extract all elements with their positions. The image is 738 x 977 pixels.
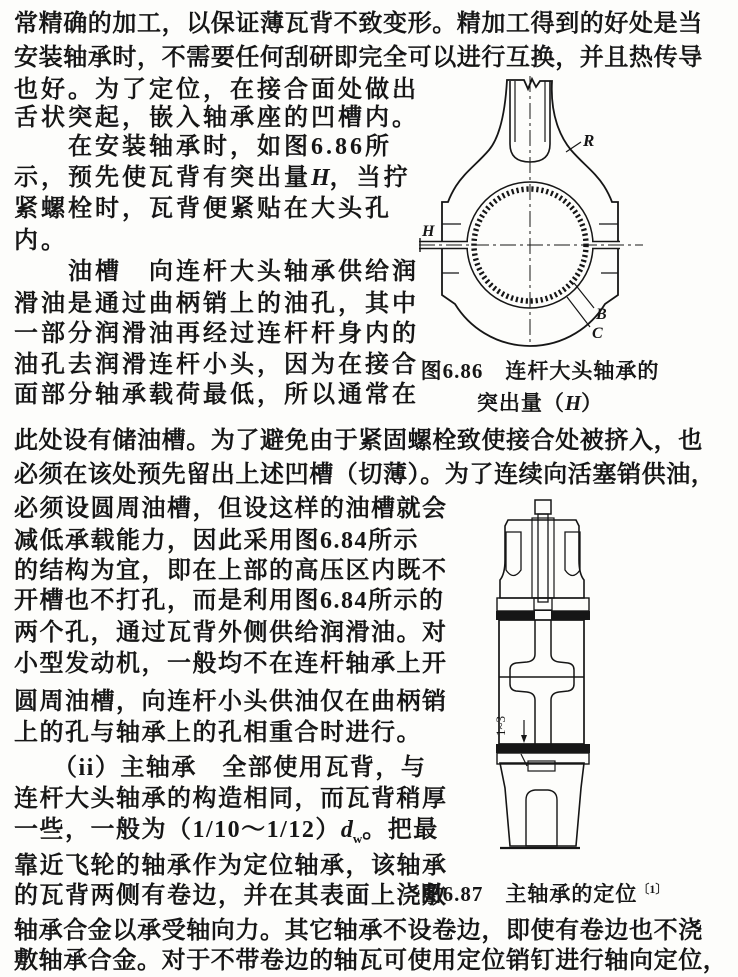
text-line-14: 此处设有储油槽。为了避免由于紧固螺栓致使接合处被挤入，也 <box>14 428 703 454</box>
text-line-02: 安装轴承时，不需要任何刮研即完全可以进行互换，并且热传导 <box>14 45 703 71</box>
caption-segment: 突出量（ <box>476 391 565 415</box>
text-line-15: 必须在该处预先留出上述凹槽（切薄）。为了连续向活塞销供油， <box>14 462 716 488</box>
text-segment: 向连杆大头轴承供给润 <box>122 259 419 285</box>
figure-687-main-bearing-location-diagram <box>488 498 598 858</box>
text-line-06 <box>14 164 411 192</box>
label-B: B <box>596 306 607 323</box>
text-line-29: 轴承合金以承受轴向力。其它轴承不设卷边，即使有卷边也不浇 <box>14 918 703 944</box>
text-line-08: 内。 <box>14 228 68 254</box>
text-segment: 。把最 <box>362 817 439 843</box>
text-line-19: 开槽也不打孔，而是利用图6.84所示的 <box>14 588 445 614</box>
text-line-25: 连杆大头轴承的构造相同，而瓦背稍厚 <box>14 786 448 812</box>
text-line-20: 两个孔，通过瓦背外侧供给润滑油。对 <box>14 620 448 646</box>
text-line-01: 常精确的加工，以保证薄瓦背不致变形。精加工得到的好处是当 <box>14 11 703 37</box>
figure-686-connecting-rod-big-end-diagram <box>415 76 715 356</box>
text-line-27: 靠近飞轮的轴承作为定位轴承，该轴承 <box>14 853 448 879</box>
text-line-05: 在安装轴承时，如图6.86所 <box>14 134 392 160</box>
text-line-24 <box>14 754 426 782</box>
text-line-26 <box>14 816 439 853</box>
text-line-18: 的结构为宜，即在上部的高压区内既不 <box>14 558 448 584</box>
text-line-28: 的瓦背两侧有卷边，并在其表面上浇敷 <box>14 883 448 909</box>
text-line-07: 紧螺栓时，瓦背便紧贴在大头孔 <box>14 196 392 222</box>
figure-687-caption <box>419 878 669 908</box>
text-segment: 一些，一般为（1/10～1/12） <box>14 817 341 843</box>
text-line-12: 油孔去润滑连杆小头，因为在接合 <box>14 352 419 378</box>
text-line-22: 圆周油槽，向连杆小头供油仅在曲柄销 <box>14 689 448 715</box>
text-line-11: 一部分润滑油再经过连杆杆身内的 <box>14 321 419 347</box>
caption-segment: ） <box>581 391 604 415</box>
label-R: R <box>583 131 595 150</box>
label-H: H <box>422 223 435 240</box>
text-line-17: 减低承载能力，因此采用图6.84所示 <box>14 528 419 554</box>
text-line-23: 上的孔与轴承上的孔相重合时进行。 <box>14 720 422 746</box>
run-in-heading-oil-groove: 油槽 <box>68 259 122 285</box>
caption-variable-H: H <box>564 391 582 415</box>
text-line-16: 必须设圆周油槽，但设这样的油槽就会 <box>14 496 448 522</box>
label-C: C <box>592 325 603 342</box>
subscript-w: w <box>352 830 363 846</box>
text-segment: 全部使用瓦背，与 <box>196 755 427 781</box>
text-line-10: 滑油是通过曲柄销上的油孔，其中 <box>14 291 419 317</box>
text-line-21: 小型发动机，一般均不在连杆轴承上开 <box>14 651 448 677</box>
text-segment: （ii） <box>14 755 121 781</box>
figure-686-caption-line2 <box>415 387 665 417</box>
variable-d: d <box>340 817 353 843</box>
text-segment: ，当拧 <box>329 165 411 191</box>
caption-reference-mark: 〔1〕 <box>637 882 668 896</box>
caption-segment: 图6.87 主轴承的定位 <box>420 882 638 906</box>
text-line-09 <box>14 258 419 286</box>
run-in-heading-main-bearing: 主轴承 <box>120 755 197 781</box>
text-line-03: 也好。为了定位，在接合面处做出 <box>14 77 419 103</box>
figure-686-caption-line1: 图6.86 连杆大头轴承的 <box>420 359 660 383</box>
variable-H: H <box>311 165 330 191</box>
text-line-04: 舌状突起，嵌入轴承座的凹槽内。 <box>14 105 419 131</box>
indent <box>14 259 68 285</box>
text-segment: 示，预先使瓦背有突出量 <box>14 165 311 191</box>
text-line-30: 敷轴承合金。对于不带卷边的轴瓦可使用定位销钉进行轴向定位， <box>14 948 728 974</box>
text-line-13: 面部分轴承载荷最低，所以通常在 <box>14 382 419 408</box>
dimension-1-3: 1~3 <box>493 715 508 736</box>
